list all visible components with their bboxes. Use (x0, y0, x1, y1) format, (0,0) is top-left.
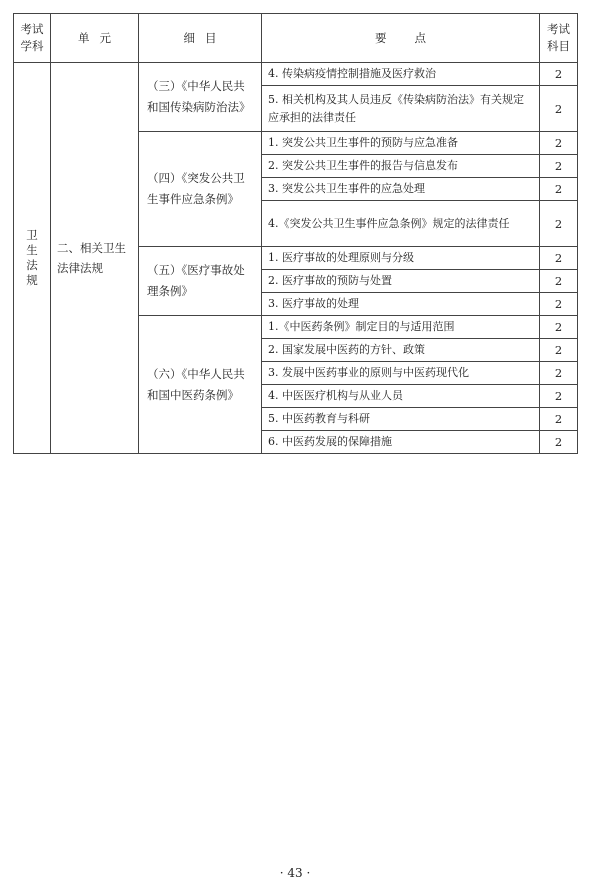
subject-cell: 卫生法规 (14, 63, 51, 454)
hours-cell: 2 (540, 155, 578, 178)
point-cell: 1.《中医药条例》制定目的与适用范围 (262, 316, 540, 339)
point-cell: 2. 医疗事故的预防与处置 (262, 270, 540, 293)
point-cell: 1. 医疗事故的处理原则与分级 (262, 247, 540, 270)
syllabus-table (13, 13, 578, 454)
unit-cell: 二、相关卫生法律法规 (51, 63, 139, 454)
detail-cell: （五）《医疗事故处理条例》 (139, 247, 262, 316)
hours-cell: 2 (540, 431, 578, 454)
table-body (14, 63, 578, 454)
hours-cell: 2 (540, 339, 578, 362)
header-unit: 单元 (51, 14, 139, 63)
page-number: · 43 · (279, 866, 311, 880)
table-row (14, 63, 578, 86)
hours-cell: 2 (540, 385, 578, 408)
detail-cell: （三）《中华人民共和国传染病防治法》 (139, 63, 262, 132)
point-cell: 3. 医疗事故的处理 (262, 293, 540, 316)
hours-cell: 2 (540, 362, 578, 385)
hours-cell: 2 (540, 247, 578, 270)
point-cell: 3. 发展中医药事业的原则与中医药现代化 (262, 362, 540, 385)
point-cell: 1. 突发公共卫生事件的预防与应急准备 (262, 132, 540, 155)
detail-cell: （六）《中华人民共和国中医药条例》 (139, 316, 262, 454)
hours-cell: 2 (540, 293, 578, 316)
hours-cell: 2 (540, 132, 578, 155)
point-cell: 4. 中医医疗机构与从业人员 (262, 385, 540, 408)
hours-cell: 2 (540, 316, 578, 339)
table-header (14, 14, 578, 63)
hours-cell: 2 (540, 408, 578, 431)
header-detail: 细目 (139, 14, 262, 63)
header-subject: 考试学科 (14, 14, 51, 63)
point-cell: 6. 中医药发展的保障措施 (262, 431, 540, 454)
hours-cell: 2 (540, 270, 578, 293)
point-cell: 5. 相关机构及其人员违反《传染病防治法》有关规定应承担的法律责任 (262, 86, 540, 132)
hours-cell: 2 (540, 63, 578, 86)
header-points: 要点 (262, 14, 540, 63)
hours-cell: 2 (540, 178, 578, 201)
hours-cell: 2 (540, 86, 578, 132)
header-hours: 考试科目 (540, 14, 578, 63)
point-cell: 4.《突发公共卫生事件应急条例》规定的法律责任 (262, 201, 540, 247)
point-cell: 4. 传染病疫情控制措施及医疗救治 (262, 63, 540, 86)
point-cell: 3. 突发公共卫生事件的应急处理 (262, 178, 540, 201)
detail-cell: （四）《突发公共卫生事件应急条例》 (139, 132, 262, 247)
point-cell: 2. 国家发展中医药的方针、政策 (262, 339, 540, 362)
hours-cell: 2 (540, 201, 578, 247)
header-row (14, 14, 578, 63)
point-cell: 2. 突发公共卫生事件的报告与信息发布 (262, 155, 540, 178)
point-cell: 5. 中医药教育与科研 (262, 408, 540, 431)
